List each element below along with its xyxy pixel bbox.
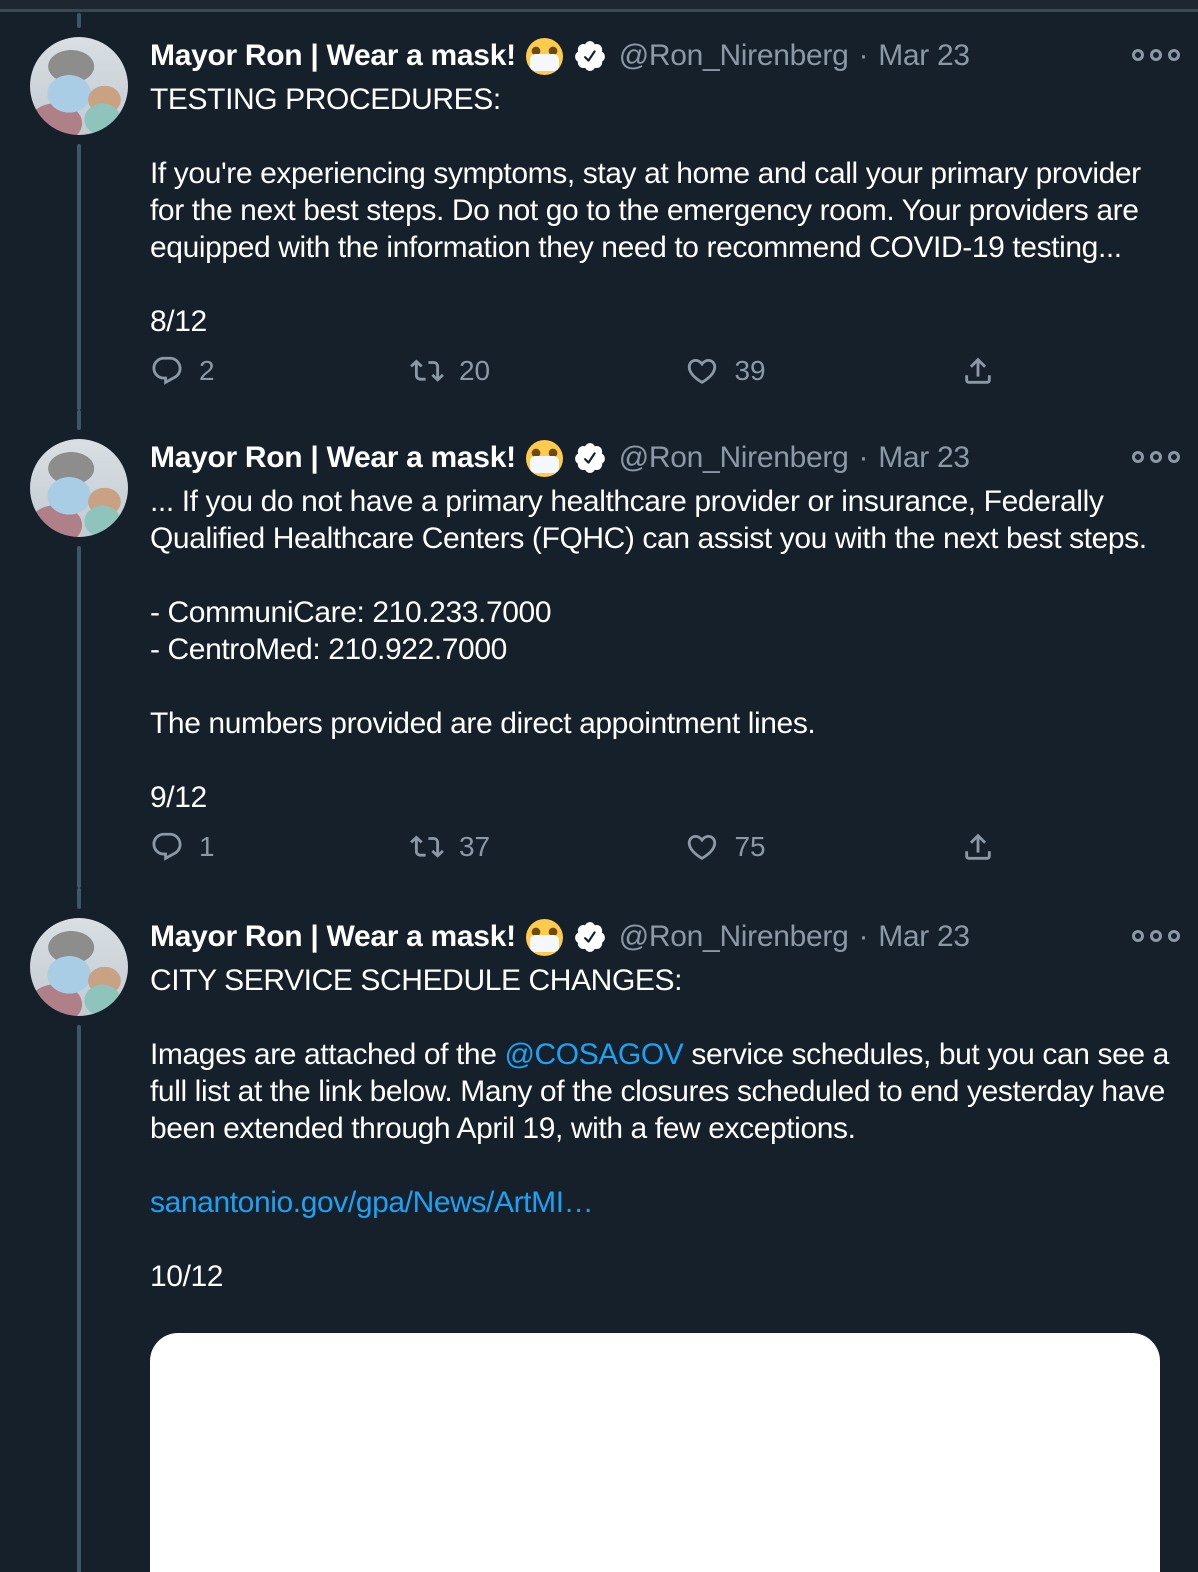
verified-badge-icon	[573, 441, 607, 475]
retweet-button[interactable]	[410, 830, 490, 864]
like-button[interactable]	[685, 354, 765, 388]
tweet-text-list-line: - CentroMed: 210.922.7000	[150, 633, 507, 666]
tweet-text-paragraph	[150, 1036, 1180, 1147]
heart-icon	[685, 830, 719, 864]
like-count: 39	[734, 355, 766, 386]
retweet-count: 20	[458, 355, 491, 386]
verified-badge-icon	[573, 39, 607, 73]
thread-connector-line	[77, 410, 81, 430]
reply-count: 1	[199, 831, 215, 862]
retweet-icon	[410, 354, 444, 388]
mask-emoji-icon	[526, 38, 563, 75]
tweet-text-paragraph: ... If you do not have a primary healthcare provider or insurance, Federally Qualified Healthcare Centers (FQHC) can assist you with the next best steps.	[150, 485, 1147, 555]
thread-connector-line	[77, 888, 81, 909]
retweet-count: 37	[458, 831, 491, 862]
thread-page-number: 10/12	[150, 1260, 224, 1293]
retweet-button[interactable]	[410, 354, 490, 388]
url-link[interactable]: sanantonio.gov/gpa/News/ArtMI…	[150, 1186, 594, 1219]
dot-separator: ·	[858, 920, 869, 953]
share-icon	[961, 354, 995, 388]
thread-connector-line	[77, 1025, 81, 1572]
avatar[interactable]	[30, 37, 128, 135]
heart-icon	[685, 354, 719, 388]
avatar[interactable]	[30, 918, 128, 1016]
reply-button[interactable]	[150, 830, 215, 864]
tweet-date[interactable]: Mar 23	[878, 39, 970, 72]
tweet-action-bar	[150, 830, 995, 864]
display-name[interactable]: Mayor Ron | Wear a mask!	[150, 441, 516, 474]
tweet[interactable]	[0, 12, 1198, 410]
thread-connector-line	[77, 546, 81, 888]
reply-icon	[150, 354, 184, 388]
dot-separator: ·	[858, 39, 869, 72]
attached-image-card[interactable]	[150, 1333, 1160, 1572]
retweet-icon	[410, 830, 444, 864]
avatar[interactable]	[30, 439, 128, 537]
mention-link[interactable]: @COSAGOV	[504, 1038, 684, 1071]
mask-emoji-icon	[526, 440, 563, 477]
previous-tweet-cutoff	[0, 0, 1198, 9]
user-handle[interactable]: @Ron_Nirenberg	[618, 39, 849, 72]
thread-page-number: 8/12	[150, 305, 207, 338]
tweet-date[interactable]: Mar 23	[878, 441, 970, 474]
thread-connector-line	[77, 13, 81, 28]
user-handle[interactable]: @Ron_Nirenberg	[618, 441, 849, 474]
thread-connector-line	[77, 144, 81, 410]
verified-badge-icon	[573, 920, 607, 954]
tweet-text-list-line: - CommuniCare: 210.233.7000	[150, 596, 552, 629]
user-handle[interactable]: @Ron_Nirenberg	[618, 920, 849, 953]
dot-separator: ·	[858, 441, 869, 474]
share-button[interactable]	[961, 830, 995, 864]
reply-button[interactable]	[150, 354, 215, 388]
share-button[interactable]	[961, 354, 995, 388]
like-count: 75	[734, 831, 766, 862]
tweet-text-title: CITY SERVICE SCHEDULE CHANGES:	[150, 964, 683, 997]
tweet-text-segment: Images are attached of the	[150, 1038, 505, 1071]
display-name[interactable]: Mayor Ron | Wear a mask!	[150, 39, 516, 72]
mask-emoji-icon	[526, 919, 563, 956]
more-options-button[interactable]	[1132, 930, 1180, 942]
more-options-button[interactable]	[1132, 49, 1180, 61]
tweet[interactable]	[0, 888, 1198, 1572]
tweet-text-paragraph: If you're experiencing symptoms, stay at home and call your primary provider for the next best steps. Do not go to the emergency room. Your providers are equipped with the information they need to recommend COVID-19 testing...	[150, 157, 1141, 264]
reply-icon	[150, 830, 184, 864]
tweet-text-segment: service schedules, but you can see a full list at the link below. Many of the closures scheduled to end yesterday have been extended through April 19, with a few exceptions.	[150, 1038, 1169, 1145]
more-options-button[interactable]	[1132, 451, 1180, 463]
reply-count: 2	[199, 355, 215, 386]
tweet[interactable]	[0, 410, 1198, 888]
tweet-date[interactable]: Mar 23	[878, 920, 970, 953]
tweet-action-bar	[150, 354, 995, 388]
share-icon	[961, 830, 995, 864]
thread-page-number: 9/12	[150, 781, 207, 814]
display-name[interactable]: Mayor Ron | Wear a mask!	[150, 920, 516, 953]
tweet-text-title: TESTING PROCEDURES:	[150, 83, 501, 116]
like-button[interactable]	[685, 830, 765, 864]
tweet-text-paragraph: The numbers provided are direct appointment lines.	[150, 707, 816, 740]
